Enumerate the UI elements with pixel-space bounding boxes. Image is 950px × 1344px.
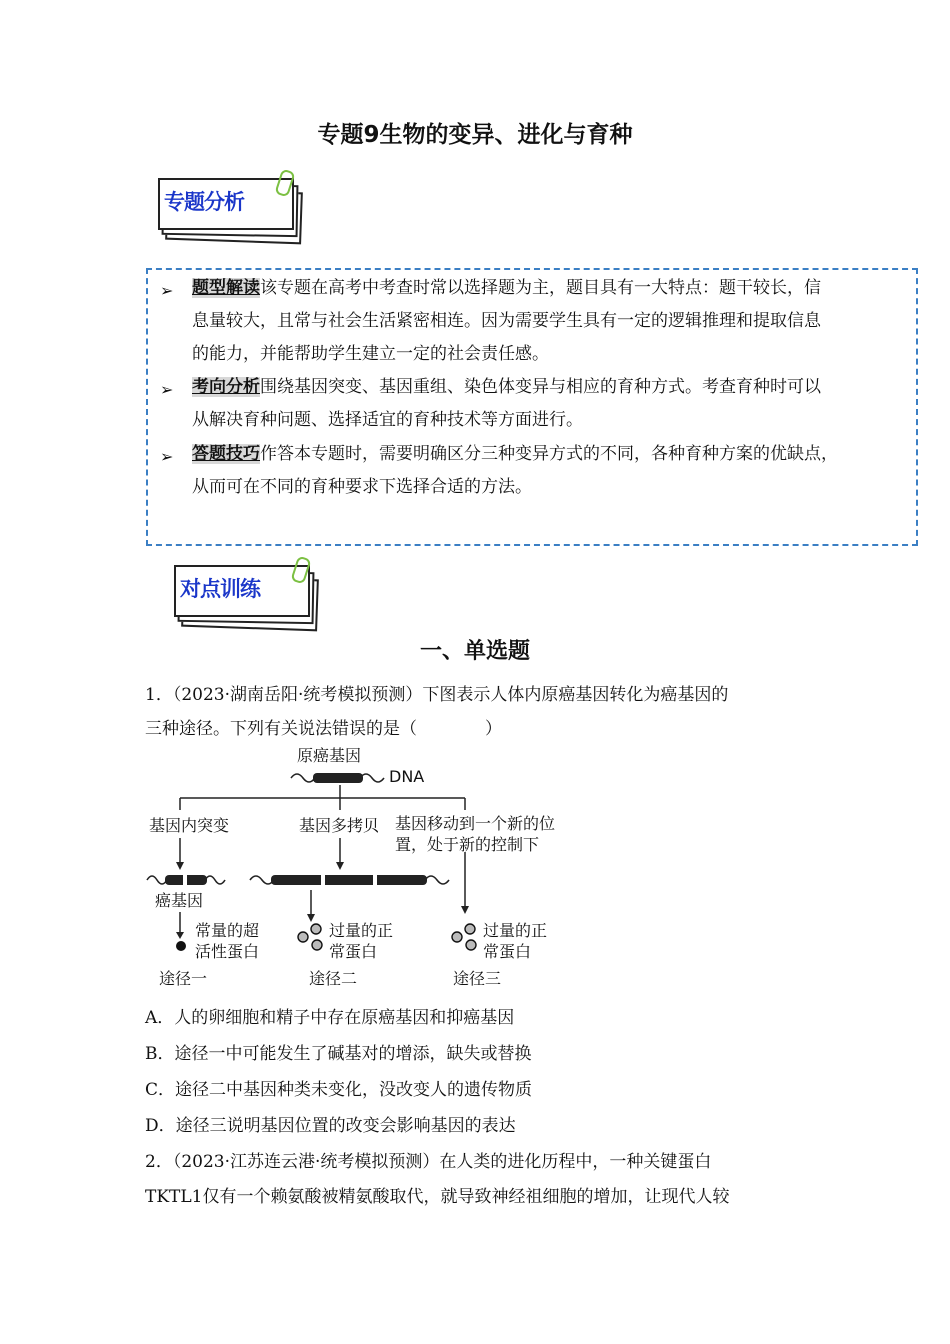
figure-label: 基因多拷贝 [299,816,380,835]
figure-label: 活性蛋白 [195,942,260,961]
figure-label: 原癌基因 [297,746,362,765]
figure-label: 基因内突变 [149,816,230,835]
badge-label: 专题分析 [164,190,244,214]
bullet-arrow-icon: ➢ [160,447,174,466]
figure-label: 基因移动到一个新的位 [395,814,556,833]
figure-label: 常蛋白 [329,942,378,961]
text-line: 该专题在高考中考查时常以选择题为主，题目具有一大特点：题干较长，信 [260,278,821,298]
analysis-item [192,272,912,371]
option-a: A．人的卵细胞和精子中存在原癌基因和抑癌基因 [145,1008,515,1028]
section-title: 一、单选题 [419,639,530,664]
analysis-item [192,438,912,504]
figure-label: 途径二 [309,969,358,988]
keyword: 题型解读 [192,278,260,298]
text-line: 息量较大，且常与社会生活紧密相连。因为需要学生具有一定的逻辑推理和提取信息 [192,311,821,331]
option-b: B．途径一中可能发生了碱基对的增添，缺失或替换 [145,1044,532,1064]
question-2-stem: TKTL1仅有一个赖氨酸被精氨酸取代，就导致神经祖细胞的增加，让现代人较 [145,1187,730,1207]
figure-label: 常量的超 [195,921,260,940]
question-1-stem: 1．（2023·湖南岳阳·统考模拟预测）下图表示人体内原癌基因转化为癌基因的 [145,685,729,705]
figure-label: DNA [389,767,425,786]
question-1-stem: 三种途径。下列有关说法错误的是（ ） [145,719,502,739]
practice-badge [174,565,324,633]
topic-analysis-badge [158,178,308,246]
badge-label: 对点训练 [180,577,260,601]
figure-label: 置，处于新的控制下 [395,835,540,854]
option-c: C．途径二中基因种类未变化，没改变人的遗传物质 [145,1080,533,1100]
text-line: 从解决育种问题、选择适宜的育种技术等方面进行。 [192,410,583,430]
figure-label: 过量的正 [329,921,394,940]
option-d: D．途径三说明基因位置的改变会影响基因的表达 [145,1116,516,1136]
text-line: 从而可在不同的育种要求下选择合适的方法。 [192,477,532,497]
text-line: 围绕基因突变、基因重组、染色体变异与相应的育种方式。考查育种时可以 [260,377,821,397]
text-line: 作答本专题时，需要明确区分三种变异方式的不同，各种育种方案的优缺点， [260,444,838,464]
dna-segment [313,773,363,783]
figure-label: 途径一 [159,969,208,988]
bullet-arrow-icon: ➢ [160,281,174,300]
text-line: 的能力，并能帮助学生建立一定的社会责任感。 [192,344,549,364]
keyword: 考向分析 [192,377,260,397]
figure-label: 癌基因 [155,891,204,910]
keyword: 答题技巧 [192,444,260,464]
analysis-item [192,371,912,437]
question-2-stem: 2．（2023·江苏连云港·统考模拟预测）在人类的进化历程中，一种关键蛋白 [145,1152,712,1172]
figure-label: 途径三 [453,969,502,988]
page-title: 专题9生物的变异、进化与育种 [317,122,633,148]
figure-label: 过量的正 [483,921,548,940]
figure-label: 常蛋白 [483,942,532,961]
cancer-gene-figure [145,740,575,990]
bullet-arrow-icon: ➢ [160,380,174,399]
